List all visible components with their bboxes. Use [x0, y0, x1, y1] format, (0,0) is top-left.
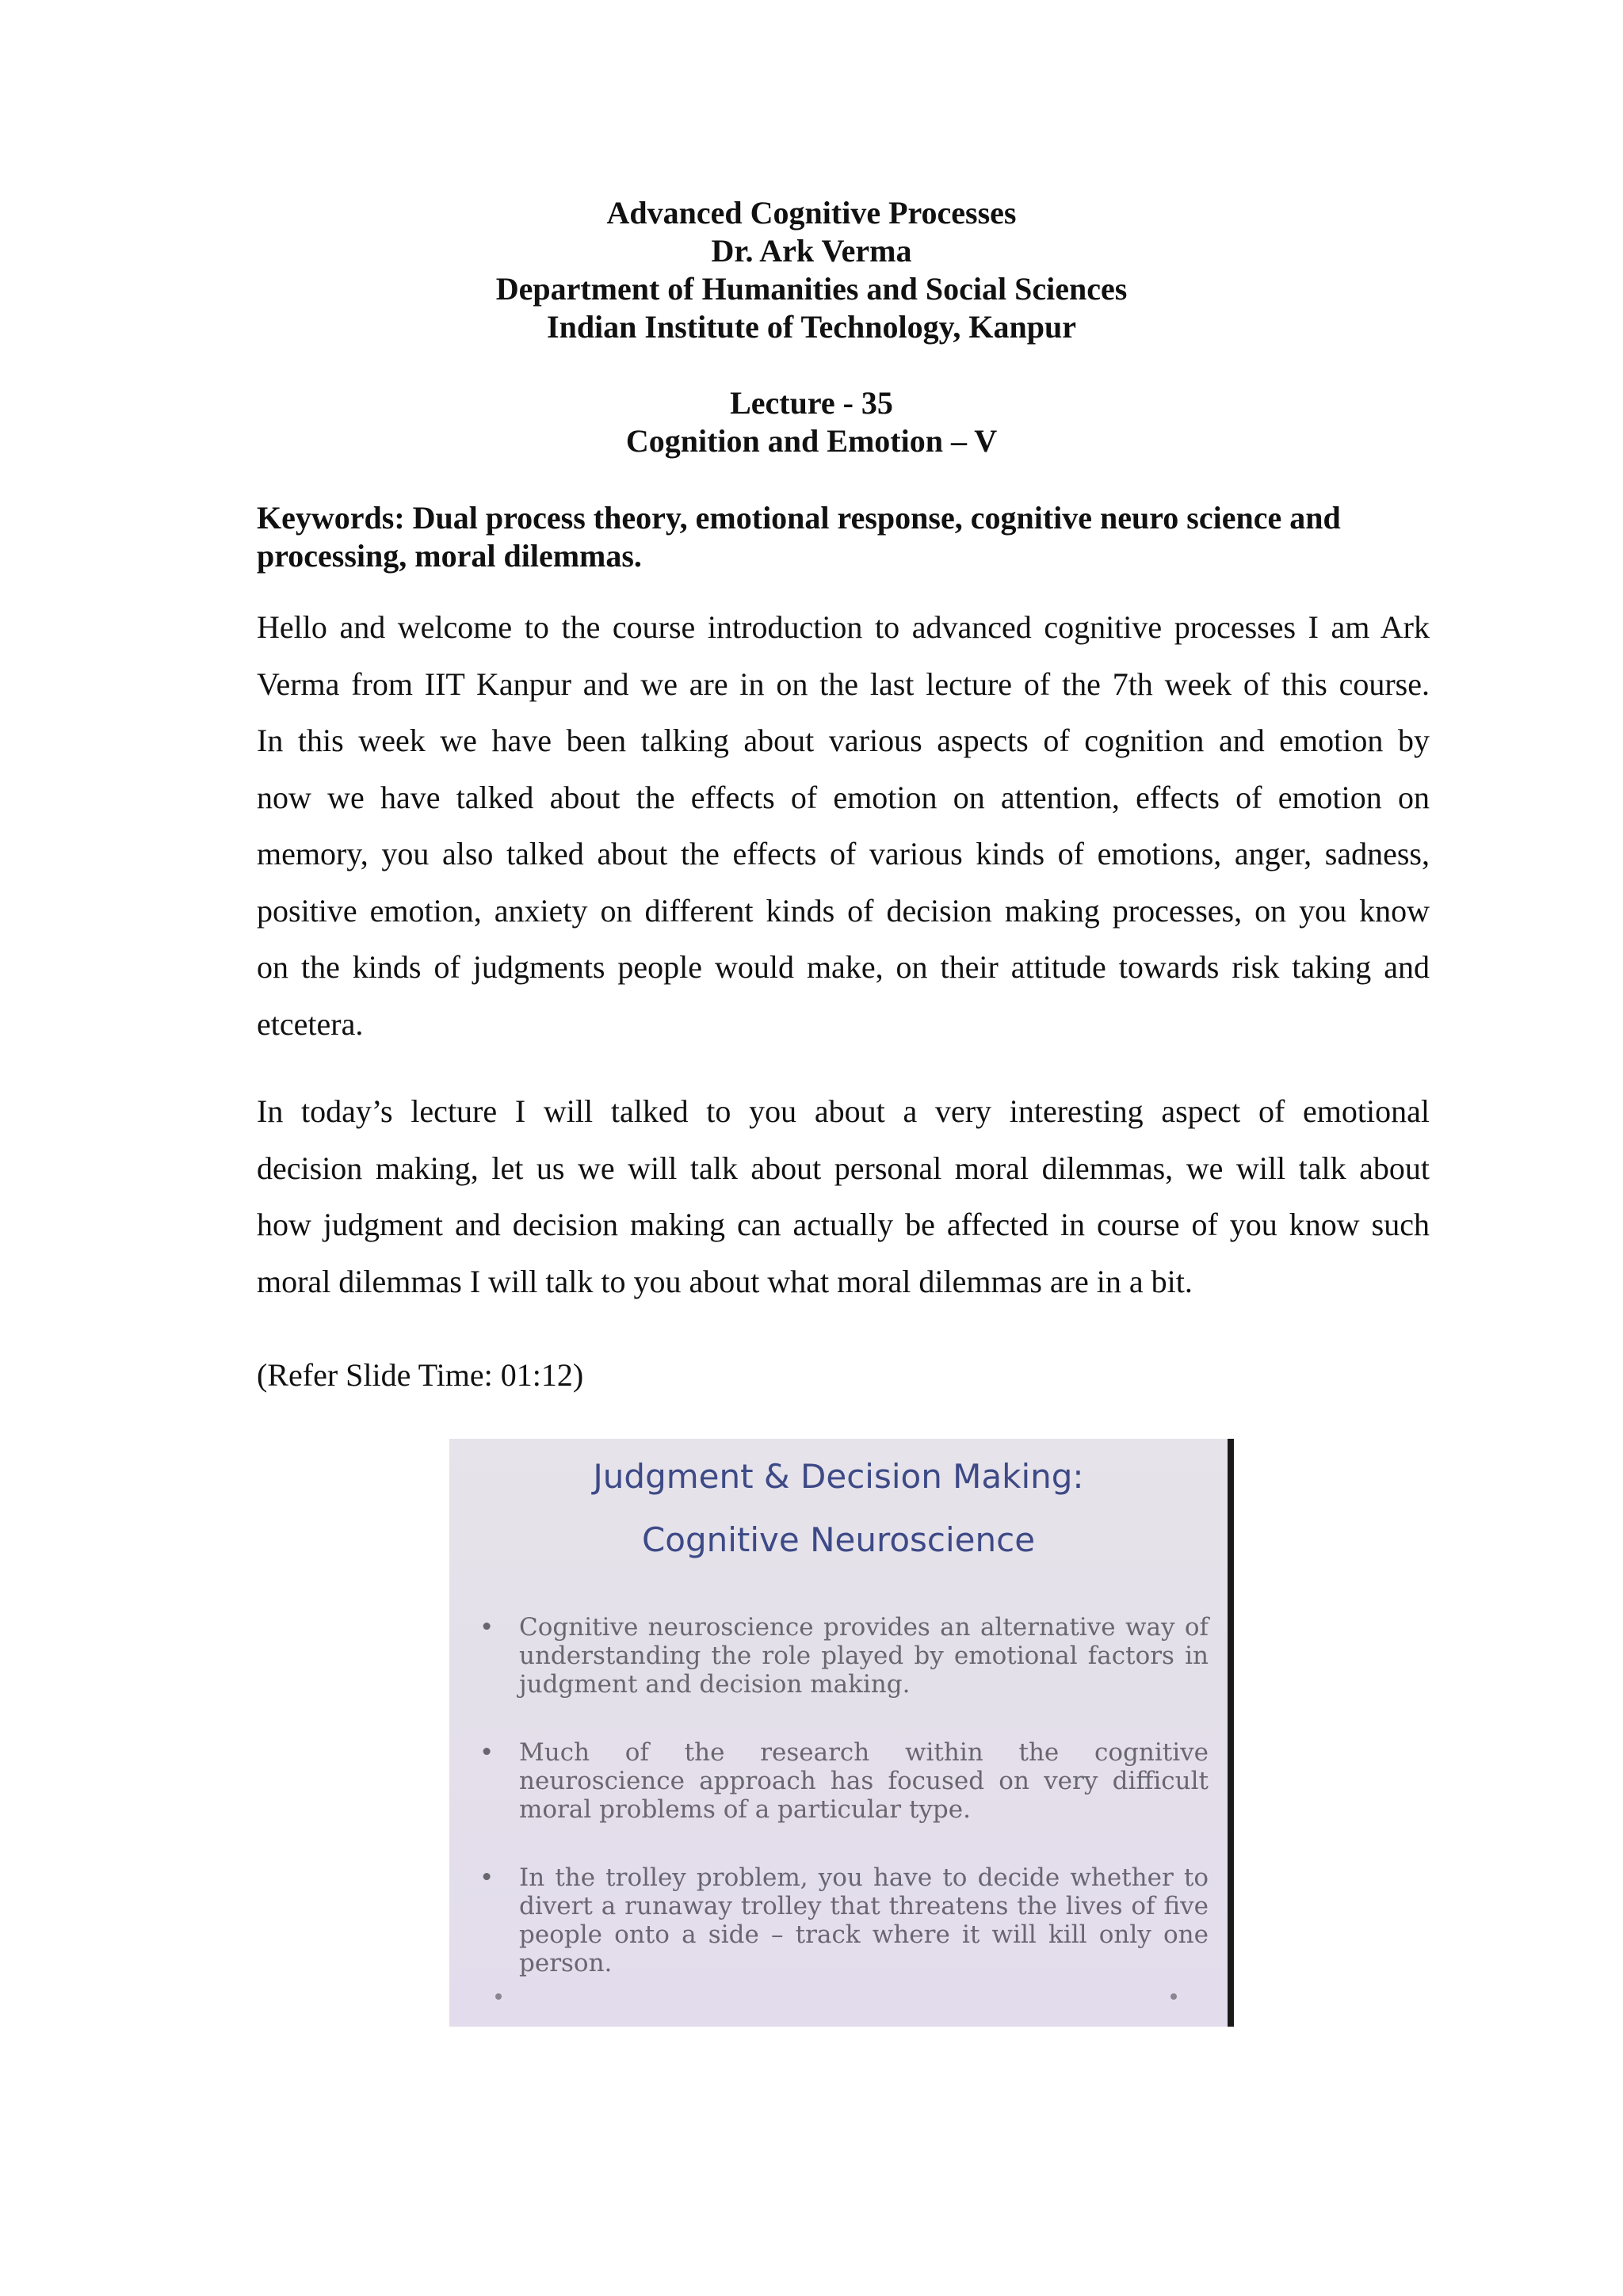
paragraph-line: In today’s lecture I will talked to you about a very interesting aspect of emotional: [257, 1093, 1430, 1129]
lecture-heading: [0, 384, 1623, 460]
department-name: Department of Humanities and Social Sciences: [495, 271, 1128, 307]
body-paragraph-1: [257, 599, 1430, 1052]
slide-title-line-2: Cognitive Neuroscience: [641, 1520, 1036, 1559]
lecture-slide-image: [449, 1439, 1234, 2027]
slide-bullet-text: In the trolley problem, you have to decide whether to divert a runaway trolley that threatens the lives of five people onto a side – track where it will kill only one person.: [519, 1863, 1209, 1978]
slide-bullet-text: Cognitive neuroscience provides an alternative way of understanding the role played by emotional factors in judgment and decision making.: [519, 1613, 1209, 1699]
slide-bullet-item: [479, 1738, 1209, 1824]
slide-bullet-item: [479, 1863, 1209, 1978]
paragraph-line: how judgment and decision making can actually be affected in course of you know such: [257, 1207, 1430, 1242]
lecture-number: Lecture - 35: [730, 385, 893, 421]
paragraph-line: etcetera.: [257, 1005, 364, 1042]
slide-corner-dot-icon: [1170, 1993, 1177, 2000]
slide-bullet-item: [479, 1613, 1209, 1699]
paragraph-line: moral dilemmas I will talk to you about what moral dilemmas are in a bit.: [257, 1263, 1193, 1299]
paragraph-line: now we have talked about the effects of emotion on attention, effects of emotion on: [257, 779, 1430, 815]
paragraph-line: positive emotion, anxiety on different kinds of decision making processes, on you know: [257, 892, 1430, 929]
instructor-name: Dr. Ark Verma: [711, 233, 912, 269]
slide-frame-edge: [1228, 1439, 1234, 2027]
paragraph-line: In this week we have been talking about various aspects of cognition and emotion by: [257, 723, 1430, 758]
paragraph-line: on the kinds of judgments people would make, on their attitude towards risk taking and: [257, 949, 1430, 985]
bullet-icon: •: [479, 1613, 495, 1642]
refer-slide-time: (Refer Slide Time: 01:12): [257, 1357, 584, 1393]
institute-name: Indian Institute of Technology, Kanpur: [547, 309, 1076, 345]
course-title: Advanced Cognitive Processes: [606, 195, 1017, 231]
slide-corner-dot-icon: [495, 1993, 502, 2000]
bullet-icon: •: [479, 1738, 495, 1767]
paragraph-line: decision making, let us we will talk about personal moral dilemmas, we will talk about: [257, 1150, 1430, 1186]
lecture-title: Cognition and Emotion – V: [625, 423, 998, 459]
paragraph-line: Verma from IIT Kanpur and we are in on the last lecture of the 7th week of this course.: [257, 666, 1430, 702]
document-header: [0, 194, 1623, 346]
slide-bullet-list: [479, 1613, 1209, 2017]
body-paragraph-2: [257, 1083, 1430, 1310]
bullet-icon: •: [479, 1863, 495, 1892]
keywords: Keywords: Dual process theory, emotional response, cognitive neuro science and processing, moral dilemmas.: [257, 500, 1341, 574]
slide-bullet-text: Much of the research within the cognitive neuroscience approach has focused on very difficult moral problems of a particular type.: [519, 1738, 1209, 1824]
paragraph-line: Hello and welcome to the course introduction to advanced cognitive processes I am Ark: [257, 609, 1430, 645]
slide-title-line-1: Judgment & Decision Making:: [593, 1457, 1084, 1496]
paragraph-line: memory, you also talked about the effects of various kinds of emotions, anger, sadness,: [257, 836, 1430, 871]
